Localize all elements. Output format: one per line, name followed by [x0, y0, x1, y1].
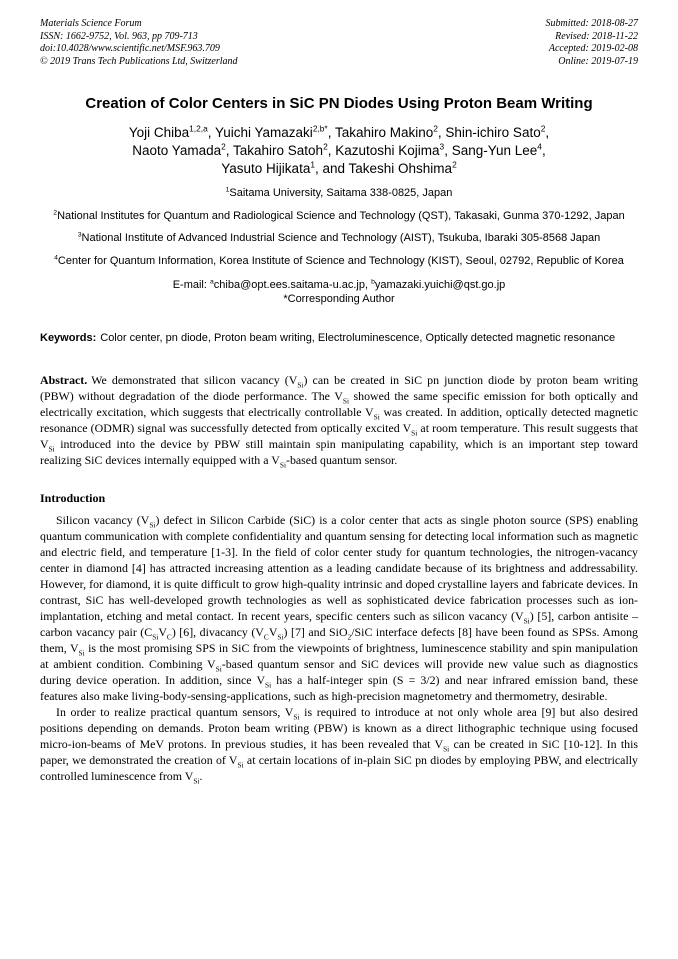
accepted-date: Accepted: 2019-02-08	[548, 43, 638, 54]
affiliation-2: $^2$National Institutes for Quantum and Radiological Science and Technology (QST), Takasaki, Gunma 370-1292, Japan	[53, 208, 625, 222]
page-header	[40, 18, 638, 68]
affiliation-1: $^1$Saitama University, Saitama 338-0825, Japan	[225, 186, 453, 199]
email-line: E-mail: $^a$chiba@opt.ees.saitama-u.ac.jp, $^b$yamazaki.yuichi@qst.go.jp	[172, 278, 506, 291]
intro-paragraph-2: In order to realize practical quantum sensors, $V_{Si}$ is required to introduce at not only whole area [9] but also desired positions depending on demands. Proton beam writing (PBW) is known as a direct lithographic technique using focused micro-ion-beams of MeV protons. In previous studies, it has been revealed that $V_{Si}$ can be created in SiC [10-12]. In this paper, we demonstrated the creation of $V_{Si}$ at certain locations of in-plain SiC pn diodes by employing PBW, and electrically controlled luminescence from $V_{Si}$.	[40, 704, 638, 785]
submitted-date: Submitted: 2018-08-27	[545, 18, 638, 29]
issn-volume-line: ISSN: 1662-9752, Vol. 963, pp 709-713	[40, 30, 198, 42]
corresponding-author-note: *Corresponding Author	[283, 292, 395, 305]
revised-date: Revised: 2018-11-22	[555, 30, 638, 42]
abstract-block	[40, 372, 638, 468]
copyright-line: © 2019 Trans Tech Publications Ltd, Switzerland	[40, 55, 238, 67]
affiliation-3: $^3$National Institute of Advanced Industrial Science and Technology (AIST), Tsukuba, Ibaraki 305-8568 Japan	[77, 231, 601, 244]
online-date: Online: 2019-07-19	[558, 55, 638, 67]
journal-name: Materials Science Forum	[40, 18, 142, 29]
authors-block	[40, 124, 638, 178]
journal-info-block	[40, 18, 238, 68]
abstract-label: Abstract.	[40, 372, 88, 387]
intro-paragraph-1: Silicon vacancy $(V_{Si})$ defect in Silicon Carbide (SiC) is a color center that acts as single photon source (SPS) enabling quantum communication with complete confidentiality and quantum sensing for detecting local information such as magnetic and electric field, and temperature [1-3]. In the field of color center study for quantum technologies, the nitrogen-vacancy center in diamond [4] has attracted increasing attention as a leading candidate because of its brightness and addressability. However, for diamond, it is quite difficult to grow high-quality intrinsic and doped crystalline layers and fabricate devices. In contrast, SiC has well-developed growth technologies as well as sophisticated device fabrication processes such as ion-implantation, etching and metal contact. In recent years, specific centers such as silicon vacancy $(V_{Si})$ [5], carbon antisite – carbon vacancy pair $(C_{Si}V_C)$ [6], divacancy $(V_CV_{Si})$ [7] and SiO$_2$/SiC interface defects [8] have been found as SPSs. Among them, $V_{Si}$ is the most promising SPS in SiC from the viewpoints of brightness, luminescence stability and spin manipulation at ambient condition. Combining $V_{Si}$-based quantum sensor and SiC devices will provide new value such as diagnostics during device operation. In addition, since $V_{Si}$ has a half-integer spin (S = 3/2) and near infrared emission band, these features also make living-body-sensing-applications, such as high-precision magnetometry and thermometry, desirable.	[40, 512, 639, 703]
abstract-text: We demonstrated that silicon vacancy $(V_{Si})$ can be created in SiC pn junction diode by proton beam writing (PBW) without degradation of the diode performance. The $V_{Si}$ showed the same specific emission for both optically and electrically excitation, which suggests that electrically controllable $V_{Si}$ was created. In addition, optically detected magnetic resonance (ODMR) signal was successfully detected from optically excited $V_{Si}$ at room temperature. This result suggests that $V_{Si}$ introduced into the device by PBW still maintain spin manipulating capability, which is an important step toward realizing SiC devices internally equipped with a $V_{Si}$-based quantum sensor.	[40, 372, 639, 469]
paper-title: Creation of Color Centers in SiC PN Diodes Using Proton Beam Writing	[85, 95, 593, 112]
doi-line: doi:10.4028/www.scientific.net/MSF.963.709	[40, 43, 220, 54]
authors-line: Naoto Yamada$^2$, Takahiro Satoh$^2$, Kazutoshi Kojima$^3$, Sang-Yun Lee$^4$,	[132, 141, 546, 158]
dates-block	[546, 18, 639, 68]
authors-line: Yasuto Hijikata$^1$, and Takeshi Ohshima$^2$	[221, 159, 457, 176]
affiliation-4: $^4$Center for Quantum Information, Korea Institute of Science and Technology (KIST), Seoul, 02792, Republic of Korea	[54, 253, 624, 267]
keywords-block	[40, 331, 638, 346]
keywords-label: Keywords:	[40, 332, 97, 344]
keywords-text: Color center, pn diode, Proton beam writing, Electroluminescence, Optically detected magnetic resonance	[100, 332, 616, 344]
authors-line: Yoji Chiba$^{1,2,a}$, Yuichi Yamazaki$^{2,b*}$, Takahiro Makino$^2$, Shin-ichiro Sato$^2$,	[128, 123, 550, 140]
section-heading-introduction: Introduction	[40, 490, 106, 505]
email-block	[40, 279, 638, 306]
